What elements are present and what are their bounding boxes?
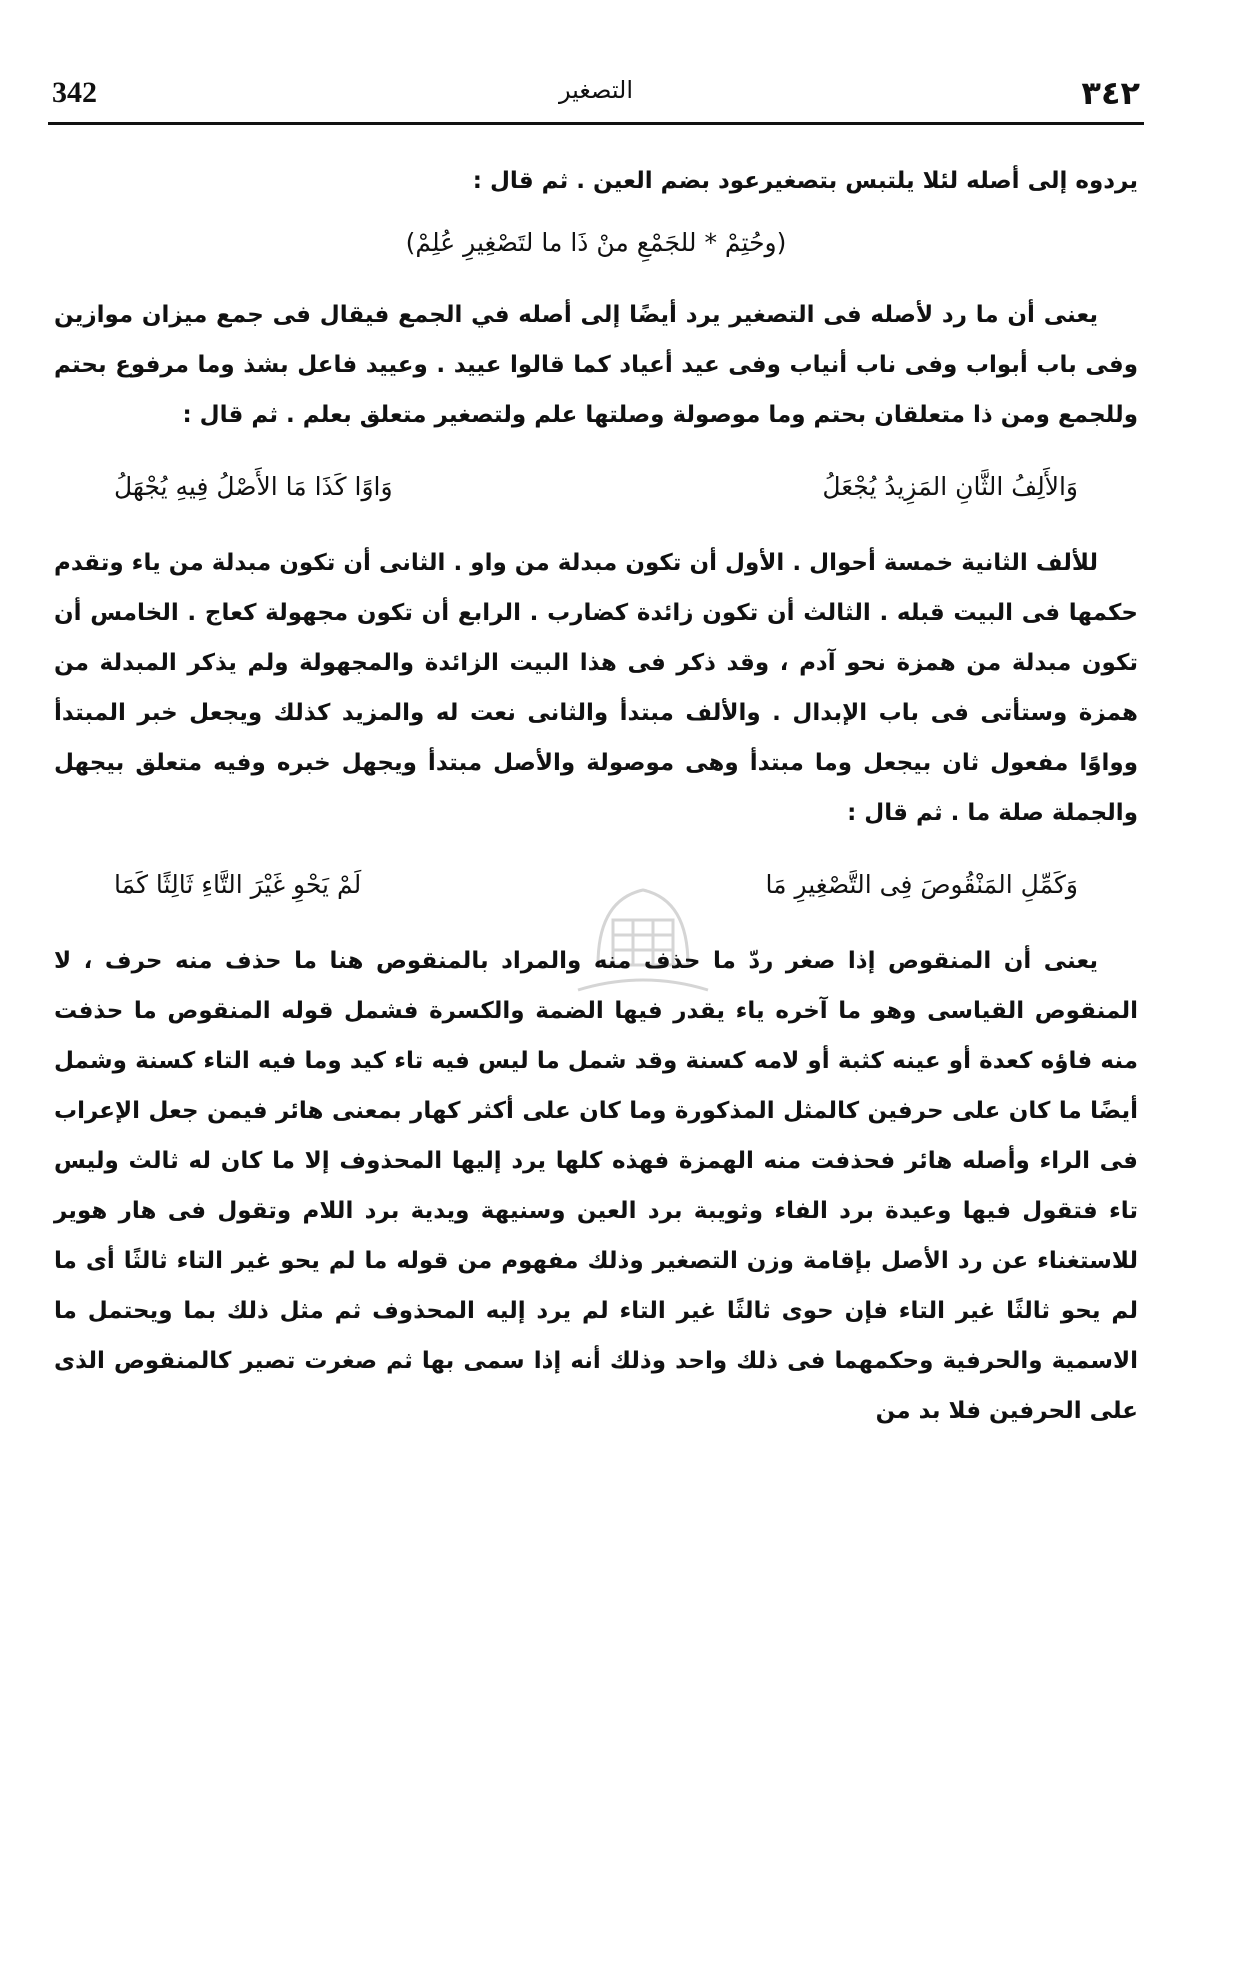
paragraph: للألف الثانية خمسة أحوال . الأول أن تكون مبدلة من واو . الثانى أن تكون مبدلة من ياء وتقدم حكمها فى البيت قبله . الثالث أن تكون زائدة كضارب . الرابع أن تكون مجهولة كعاج . الخامس أن تكون مبدلة من همزة نحو آدم ، وقد ذكر فى هذا البيت الزائدة والمجهولة ولم يذكر المبدلة من همزة وستأتى فى باب الإبدال . والألف مبتدأ والثانى نعت له والمزيد كذلك ويجعل خبر المبتدأ وواوًا مفعول ثان بيجعل وما مبتدأ وهى موصولة والأصل مبتدأ ويجهل خبره وفيه متعلق بيجهل والجملة صلة ما . ثم قال : (54, 550, 1138, 826)
hemistich-left: وَاوًا كَذَا مَا الأَصْلُ فِيهِ يُجْهَلُ (114, 472, 393, 501)
paragraph: يعنى أن المنقوص إذا صغر ردّ ما حذف منه والمراد بالمنقوص هنا ما حذف منه حرف ، لا المنقوص القياسى وهو ما آخره ياء يقدر فيها الضمة والكسرة فشمل قوله المنقوص ما حذفت منه فاؤه كعدة أو عينه كثبة أو لامه كسنة وقد شمل ما ليس فيه تاء كيد وما فيه التاء كسنة وشمل أيضًا ما كان على حرفين كالمثل المذكورة وما كان على أكثر كهار بمعنى هائر فيمن جعل الإعراب فى الراء وأصله هائر فحذفت منه الهمزة فهذه كلها يرد إليها المحذوف إلا ما كان له ثالث وليس تاء فتقول فيها وعيدة برد الفاء وثويبة برد العين وسنيهة ويدية برد اللام وتقول فى هار هوير للاستغناء عن رد الأصل بإقامة وزن التصغير وذلك مفهوم من قوله ما لم يحو غير التاء ثالثًا أى ما لم يحو ثالثًا غير التاء فإن حوى ثالثًا غير التاء لم يرد إليه المحذوف ثم مثل ذلك بما ويحتمل ما الاسمية والحرفية وحكمهما فى ذلك واحد وذلك أنه إذا سمى بها ثم صغرت تصير كالمنقوص الذى على الحرفين فلا بد من (54, 948, 1138, 1424)
running-header (48, 74, 1144, 125)
hemistich-left: لَمْ يَحْوِ غَيْرَ التَّاءِ ثَالِثًا كَمَا (114, 870, 362, 899)
paragraph: يردوه إلى أصله لئلا يلتبس بتصغيرعود بضم العين . ثم قال : (472, 168, 1138, 194)
poem-line (54, 462, 1138, 512)
book-page (48, 60, 1144, 1940)
page-body (54, 156, 1138, 1436)
verse-line: (وحُتِمْ * للجَمْعِ منْ ذَا ما لتَصْغِيرِ عُلِمْ) (405, 228, 787, 257)
poem-line (54, 860, 1138, 910)
paragraph: يعنى أن ما رد لأصله فى التصغير يرد أيضًا إلى أصله في الجمع فيقال فى جمع ميزان موازين وفى باب أبواب وفى ناب أنياب وفى عيد أعياد كما قالوا عييد . وعييد فاعل بشذ وما مرفوع بحتم وللجمع ومن ذا متعلقان بحتم وما موصولة وصلتها علم ولتصغير متعلق بعلم . ثم قال : (54, 302, 1138, 428)
chapter-title: التصغير (558, 76, 634, 104)
hemistich-right: وَالأَلِفُ الثَّانِ المَزِيدُ يُجْعَلُ (822, 472, 1078, 501)
hemistich-right: وَكَمِّلِ المَنْقُوصَ فِى التَّصْغِيرِ مَا (765, 870, 1078, 899)
page-number-arabic: ٣٤٢ (1081, 74, 1140, 112)
page-number-latin: 342 (52, 76, 97, 109)
